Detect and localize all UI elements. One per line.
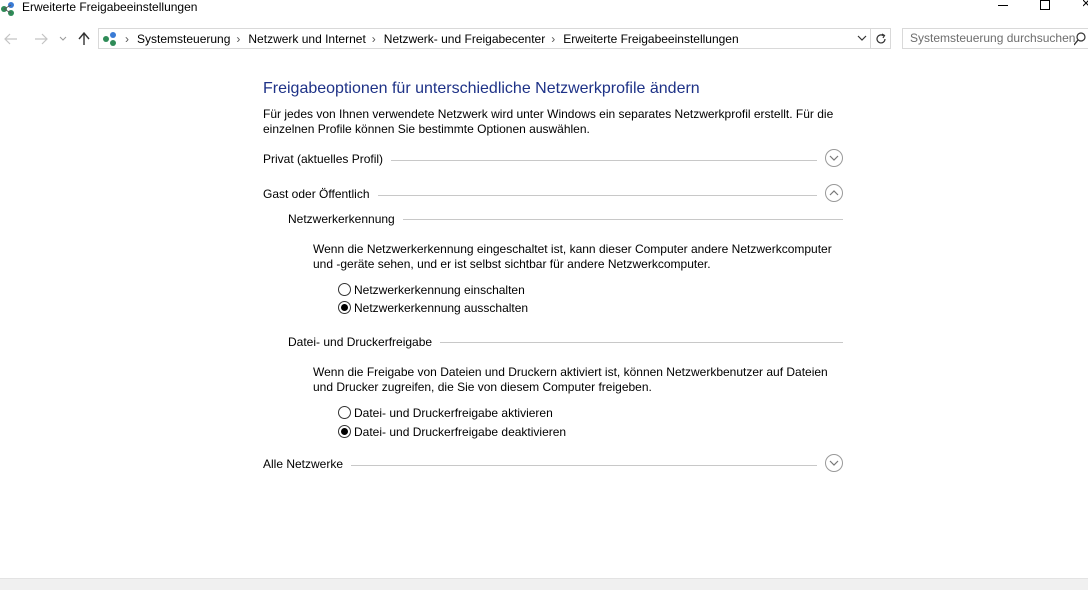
breadcrumb-separator-icon: › [371,31,376,46]
page-title: Freigabeoptionen für unterschiedliche Netzwerkprofile ändern [263,80,700,97]
breadcrumb-network-internet[interactable]: Netzwerk und Internet [248,31,366,46]
section-private-profile[interactable] [263,149,843,171]
radio-label[interactable]: Netzwerkerkennung einschalten [354,282,525,297]
radio-network-discovery-off[interactable] [338,300,528,315]
radio-network-discovery-on[interactable] [338,282,525,297]
network-discovery-label: Netzwerkerkennung [288,212,403,226]
radio-label[interactable]: Datei- und Druckerfreigabe deaktivieren [354,424,567,439]
file-sharing-label: Datei- und Druckerfreigabe [288,335,440,349]
expand-chevron-icon[interactable] [825,454,843,472]
radio-file-sharing-on[interactable] [338,405,553,420]
network-icon [0,2,18,16]
section-private-label: Privat (aktuelles Profil) [263,152,391,166]
breadcrumb-control-panel[interactable]: Systemsteuerung [137,31,231,46]
page-description: Für jedes von Ihnen verwendete Netzwerk wird unter Windows ein separates Netzwerkprofil erstellt. Für die einzelnen Profile können Sie bestimmte Optionen auswählen. [263,107,834,136]
main-content [0,52,1088,578]
breadcrumb-separator-icon: › [236,31,241,46]
control-panel-network-icon [101,31,119,47]
expand-chevron-icon[interactable] [825,149,843,167]
radio-button-checked[interactable] [338,301,351,314]
maximize-button[interactable] [1040,0,1050,10]
section-guest-label: Gast oder Öffentlich [263,187,378,201]
section-all-networks[interactable] [263,454,843,476]
collapse-chevron-icon[interactable] [825,184,843,202]
forward-arrow-icon[interactable] [33,31,49,47]
search-input[interactable] [902,28,1088,49]
back-arrow-icon[interactable] [3,31,19,47]
title-bar [0,0,1088,22]
section-guest-profile[interactable] [263,184,843,206]
search-placeholder: Systemsteuerung durchsuchen [910,31,1076,45]
refresh-icon[interactable] [871,28,891,49]
search-icon[interactable] [1074,32,1086,49]
network-discovery-description: Wenn die Netzwerkerkennung eingeschaltet ist, kann dieser Computer andere Netzwerkcomputer und -geräte sehen, und er ist selbst sichtbar für andere Netzwerkcomputer. [313,242,832,271]
section-all-networks-label: Alle Netzwerke [263,457,351,471]
radio-button-checked[interactable] [338,425,351,438]
breadcrumb-separator-icon: › [125,31,129,46]
minimize-button[interactable] [998,0,1008,14]
radio-label[interactable]: Netzwerkerkennung ausschalten [354,300,529,315]
breadcrumb-sharing-center[interactable]: Netzwerk- und Freigabecenter [383,31,546,46]
up-arrow-icon[interactable] [76,31,92,47]
radio-label[interactable]: Datei- und Druckerfreigabe aktivieren [354,405,553,420]
address-history-chevron-icon[interactable] [856,32,870,46]
radio-file-sharing-off[interactable] [338,424,566,439]
file-sharing-description: Wenn die Freigabe von Dateien und Druckern aktiviert ist, können Netzwerkbenutzer auf Dateien und Drucker zugreifen, die Sie von diesem Computer freigeben. [313,365,828,394]
navigation-bar [0,27,1088,52]
radio-button[interactable] [338,283,351,296]
breadcrumb-advanced-sharing[interactable]: Erweiterte Freigabeeinstellungen [563,31,739,46]
bottom-button-bar [0,578,1088,590]
recent-locations-chevron-icon[interactable] [58,31,68,47]
subsection-file-sharing [288,335,843,351]
close-button[interactable] [1083,0,1088,14]
breadcrumb-separator-icon: › [551,31,556,46]
address-bar[interactable] [98,28,871,49]
subsection-network-discovery [288,212,843,228]
window-title: Erweiterte Freigabeeinstellungen [22,0,198,14]
radio-button[interactable] [338,406,351,419]
